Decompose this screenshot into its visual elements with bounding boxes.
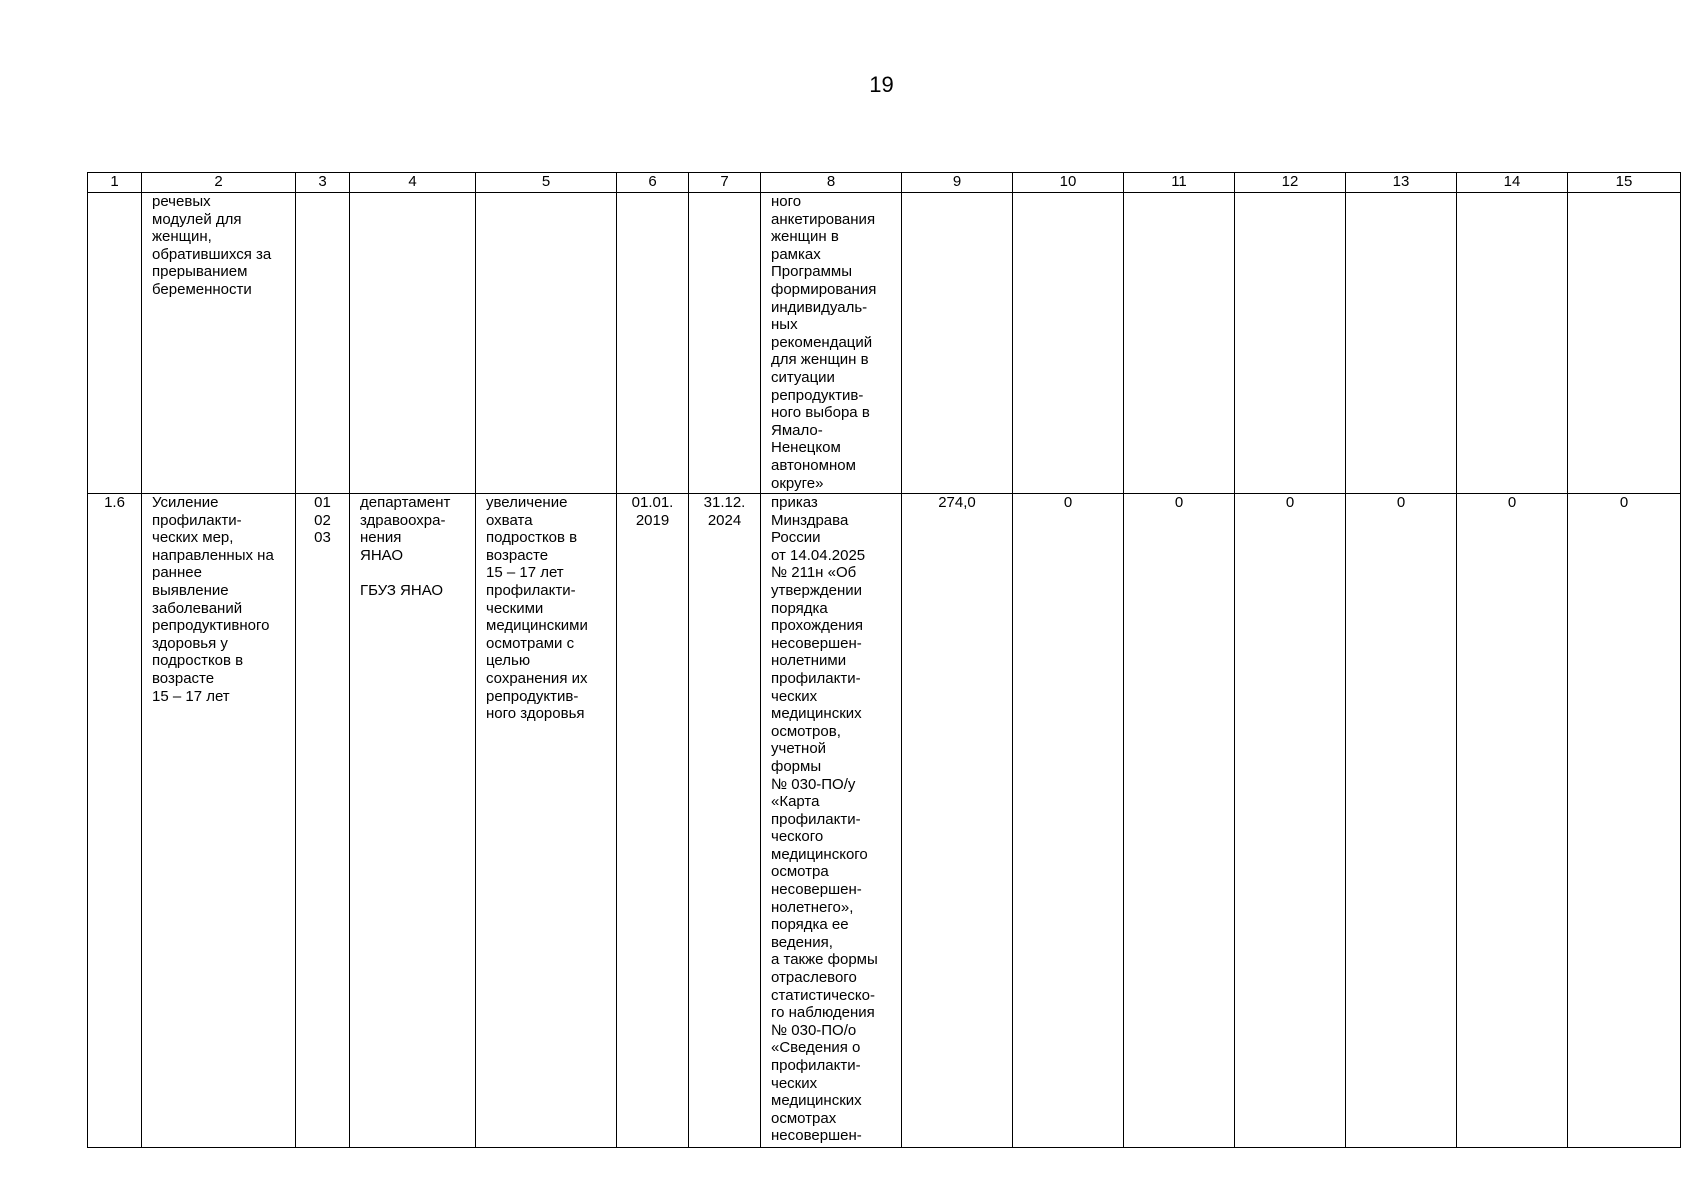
task-code-cell [296, 193, 350, 494]
end-date-cell: 31.12. 2024 [689, 494, 761, 1148]
amount-cell: 0 [1457, 494, 1568, 1148]
activity-name-cell: Усиление профилакти- ческих мер, направленных на раннее выявление заболеваний репродуктивного здоровья у подростков в возрасте 15 – 17 лет [142, 494, 296, 1148]
program-table [87, 172, 1681, 1148]
column-number: 3 [296, 173, 350, 193]
item-number-cell [88, 193, 142, 494]
end-date-cell [689, 193, 761, 494]
amount-cell [902, 193, 1013, 494]
legal-basis-cell: ного анкетирования женщин в рамках Программы формирования индивидуаль- ных рекомендаций для женщин в ситуации репродуктив- ного выбора в Ямало- Ненецком автономном округе» [761, 193, 902, 494]
amount-cell: 0 [1346, 494, 1457, 1148]
task-code-cell: 01 02 03 [296, 494, 350, 1148]
column-number: 12 [1235, 173, 1346, 193]
amount-cell: 0 [1124, 494, 1235, 1148]
legal-basis-cell: приказ Минздрава России от 14.04.2025 № 211н «Об утверждении порядка прохождения несовершен- нолетними профилакти- ческих медицинских осмотров, учетной формы № 030-ПО/у «Карта профилакти- ческого медицинского осмотра несовершен- нолетнего», порядка ее ведения, а также формы отраслевого статистическо- го наблюдения № 030-ПО/о «Сведения о профилакти- ческих медицинских осмотрах несовершен- [761, 494, 902, 1148]
column-number: 6 [617, 173, 689, 193]
column-number: 14 [1457, 173, 1568, 193]
column-number: 9 [902, 173, 1013, 193]
expected-result-cell: увеличение охвата подростков в возрасте 15 – 17 лет профилакти- ческими медицинскими осмотрами с целью сохранения их репродуктив- ного здоровья [476, 494, 617, 1148]
amount-cell [1457, 193, 1568, 494]
column-number: 5 [476, 173, 617, 193]
expected-result-cell [476, 193, 617, 494]
amount-cell [1346, 193, 1457, 494]
page-number: 19 [869, 72, 894, 97]
amount-cell [1013, 193, 1124, 494]
amount-cell [1124, 193, 1235, 494]
column-number-row [88, 173, 1681, 193]
start-date-cell: 01.01. 2019 [617, 494, 689, 1148]
amount-cell: 0 [1013, 494, 1124, 1148]
table-row-1-6 [88, 494, 1681, 1148]
column-number: 4 [350, 173, 476, 193]
amount-cell: 0 [1568, 494, 1681, 1148]
column-number: 11 [1124, 173, 1235, 193]
table-row-continuation [88, 193, 1681, 494]
column-number: 7 [689, 173, 761, 193]
responsible-cell: департамент здравоохра- нения ЯНАО ГБУЗ ЯНАО [350, 494, 476, 1148]
activity-name-cell: речевых модулей для женщин, обратившихся за прерыванием беременности [142, 193, 296, 494]
column-number: 15 [1568, 173, 1681, 193]
item-number-cell: 1.6 [88, 494, 142, 1148]
column-number: 10 [1013, 173, 1124, 193]
column-number: 2 [142, 173, 296, 193]
amount-cell: 0 [1235, 494, 1346, 1148]
start-date-cell [617, 193, 689, 494]
amount-cell [1235, 193, 1346, 494]
column-number: 1 [88, 173, 142, 193]
column-number: 13 [1346, 173, 1457, 193]
responsible-cell [350, 193, 476, 494]
amount-cell [1568, 193, 1681, 494]
column-number: 8 [761, 173, 902, 193]
amount-cell: 274,0 [902, 494, 1013, 1148]
